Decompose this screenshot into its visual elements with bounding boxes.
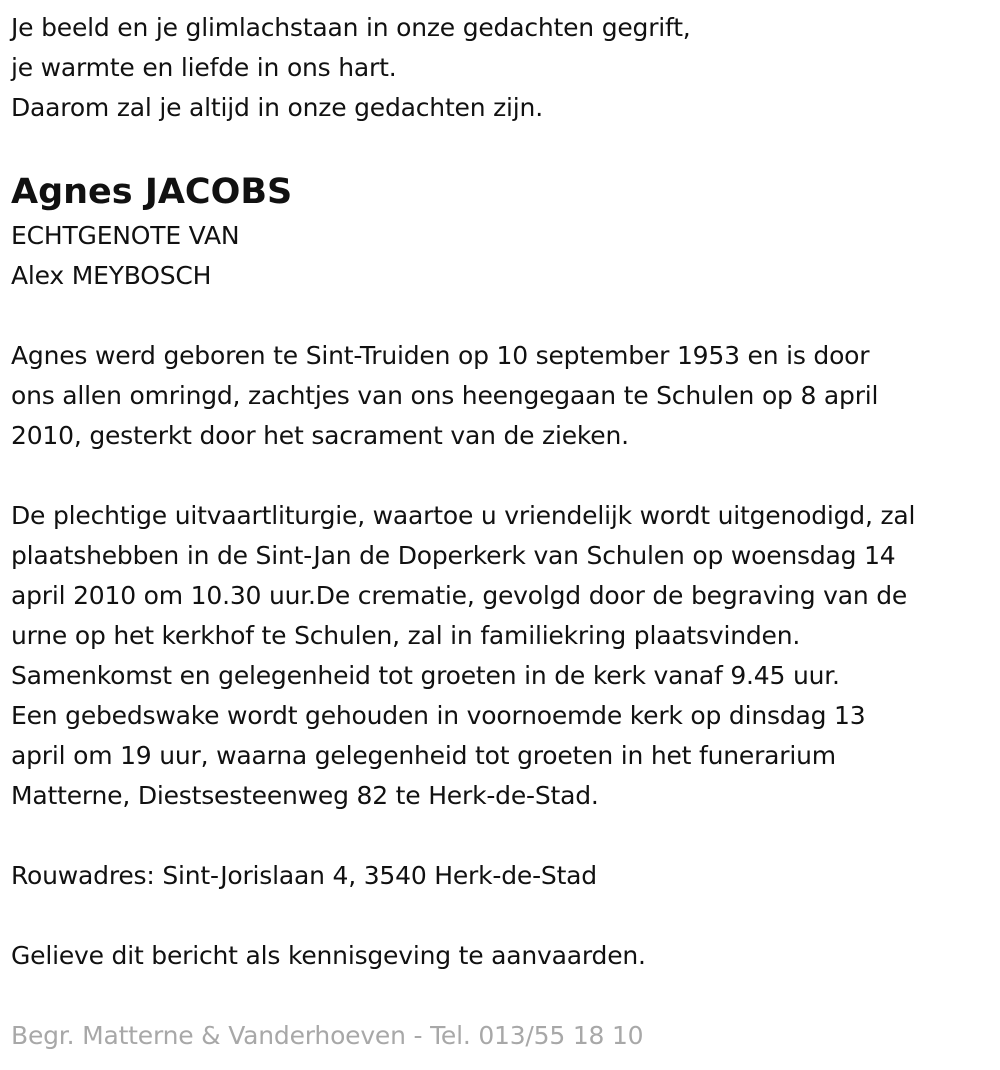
paragraph-line: april 2010 om 10.30 uur.De crematie, gevolgd door de begraving van de: [11, 581, 908, 610]
poem-line: Je beeld en je glimlachstaan in onze gedachten gegrift,: [11, 13, 691, 42]
closing-note: [11, 936, 996, 976]
paragraph-line: Agnes werd geboren te Sint-Truiden op 10 september 1953 en is door: [11, 341, 870, 370]
funeral-paragraph: [11, 496, 996, 816]
paragraph-line: urne op het kerkhof te Schulen, zal in familiekring plaatsvinden.: [11, 621, 801, 650]
birth-death-paragraph: [11, 336, 996, 456]
paragraph-line: plaatshebben in de Sint-Jan de Doperkerk van Schulen op woensdag 14: [11, 541, 896, 570]
relation-label: ECHTGENOTE VAN: [11, 221, 240, 250]
paragraph-line: ons allen omringd, zachtjes van ons heengegaan te Schulen op 8 april: [11, 381, 879, 410]
mourning-address: [11, 856, 996, 896]
deceased-name: Agnes JACOBS: [11, 172, 293, 212]
closing-text: Gelieve dit bericht als kennisgeving te aanvaarden.: [11, 941, 646, 970]
undertaker-footer: [11, 1016, 996, 1056]
paragraph-line: april om 19 uur, waarna gelegenheid tot groeten in het funerarium: [11, 741, 836, 770]
paragraph-line: Matterne, Diestsesteenweg 82 te Herk-de-Stad.: [11, 781, 599, 810]
memorial-poem: [11, 8, 996, 128]
poem-line: je warmte en liefde in ons hart.: [11, 53, 397, 82]
obituary-notice: [11, 8, 996, 1056]
address-text: Rouwadres: Sint-Jorislaan 4, 3540 Herk-de-Stad: [11, 861, 597, 890]
poem-line: Daarom zal je altijd in onze gedachten zijn.: [11, 93, 543, 122]
deceased-header: [11, 168, 996, 296]
paragraph-line: Een gebedswake wordt gehouden in voornoemde kerk op dinsdag 13: [11, 701, 866, 730]
paragraph-line: Samenkomst en gelegenheid tot groeten in de kerk vanaf 9.45 uur.: [11, 661, 840, 690]
paragraph-line: De plechtige uitvaartliturgie, waartoe u vriendelijk wordt uitgenodigd, zal: [11, 501, 916, 530]
paragraph-line: 2010, gesterkt door het sacrament van de zieken.: [11, 421, 629, 450]
spouse-name: Alex MEYBOSCH: [11, 261, 212, 290]
footer-text: Begr. Matterne & Vanderhoeven - Tel. 013/55 18 10: [11, 1021, 644, 1050]
